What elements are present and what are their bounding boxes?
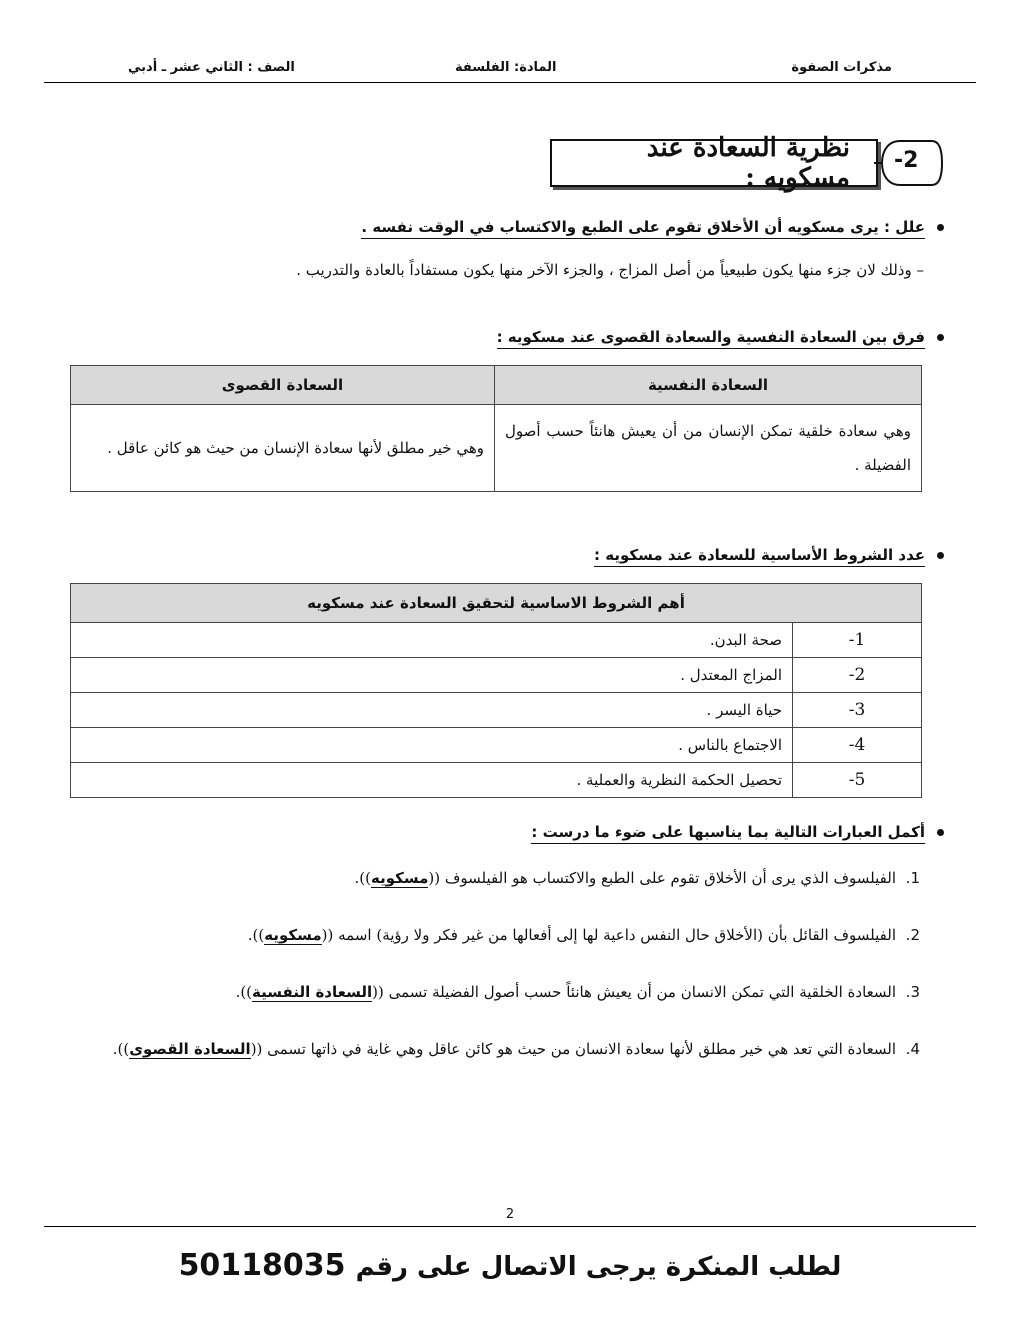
diff-heading [497, 328, 944, 346]
item-answer: السعادة القصوى [129, 1040, 251, 1058]
list-item [113, 1040, 920, 1058]
reason-answer: – وذلك لان جزء منها يكون طبيعياً من أصل المزاج ، والجزء الآخر منها يكون مستفاداً بالعادة والتدريب . [296, 261, 924, 279]
diff-cell-psych: وهي سعادة خلقية تمكن الإنسان من أن يعيش هانئاً حسب أصول الفضيلة . [495, 405, 922, 492]
diff-cell-ultimate: وهي خير مطلق لأنها سعادة الإنسان من حيث هو كائن عاقل . [71, 405, 495, 492]
row-text: تحصيل الحكمة النظرية والعملية . [71, 763, 793, 798]
reason-text: : يرى مسكويه أن الأخلاق تقوم على الطبع والاكتساب في الوقت نفسه . [361, 218, 890, 236]
item-number: 1. [905, 869, 920, 887]
section-title-text: نظرية السعادة عند مسكويه : [646, 133, 850, 193]
footer-contact [0, 1248, 1020, 1283]
list-item [236, 983, 920, 1001]
page-number: 2 [505, 1207, 515, 1222]
item-end: )). [112, 1040, 130, 1058]
bullet-icon [937, 552, 944, 559]
section-title [550, 133, 878, 193]
item-answer: مسكويه [370, 869, 429, 887]
table-row [71, 658, 922, 693]
item-number: 4. [905, 1040, 920, 1058]
row-number: 4- [793, 728, 922, 763]
row-text: المزاج المعتدل . [71, 658, 793, 693]
bullet-icon [937, 334, 944, 341]
reason-question [361, 218, 944, 236]
list-item [248, 926, 920, 944]
row-number: 1- [793, 623, 922, 658]
item-number: 3. [905, 983, 920, 1001]
conditions-table-header: أهم الشروط الاساسية لتحقيق السعادة عند مسكويه [71, 584, 922, 623]
header-subject: المادة: الفلسفة [455, 60, 557, 75]
bullet-icon [937, 829, 944, 836]
header-brand: مذكرات الصفوة [791, 60, 892, 75]
bullet-icon [937, 224, 944, 231]
conditions-table [70, 583, 922, 798]
item-text: السعادة الخلقية التي تمكن الانسان من أن يعيش هانئاً حسب أصول الفضيلة تسمى (( [372, 983, 896, 1001]
diff-table [70, 365, 922, 492]
item-end: )). [247, 926, 265, 944]
list-item [355, 869, 921, 887]
row-text: حياة اليسر . [71, 693, 793, 728]
section-number: -2 [894, 148, 919, 173]
complete-heading-text: أكمل العبارات التالية بما يناسبها على ضوء ما درست : [531, 823, 925, 844]
item-text: الفيلسوف الذي يرى أن الأخلاق تقوم على الطبع والاكتساب هو الفيلسوف (( [428, 869, 896, 887]
diff-heading-text: فرق بين السعادة النفسية والسعادة القصوى عند مسكويه : [497, 328, 925, 349]
item-text: الفيلسوف القائل بأن (الأخلاق حال النفس داعية لها إلى أفعالها من غير فكر ولا رؤية) اسمه (( [321, 926, 896, 944]
contact-text: لطلب المنكرة يرجى الاتصال على رقم [355, 1252, 842, 1282]
conditions-heading-text: عدد الشروط الأساسية للسعادة عند مسكويه : [594, 546, 925, 567]
header-divider [44, 82, 976, 83]
row-number: 2- [793, 658, 922, 693]
header-grade: الصف : الثاني عشر ـ أدبي [128, 60, 295, 75]
complete-heading [531, 823, 944, 841]
table-row [71, 763, 922, 798]
item-answer: السعادة النفسية [252, 983, 373, 1001]
contact-phone: 50118035 [178, 1248, 346, 1283]
row-number: 5- [793, 763, 922, 798]
item-end: )). [235, 983, 253, 1001]
row-text: صحة البدن. [71, 623, 793, 658]
table-row [71, 623, 922, 658]
reason-label: علل [895, 218, 925, 236]
item-text: السعادة التي تعد هي خير مطلق لأنها سعادة الانسان من حيث هو كائن عاقل وهي غاية في ذاتها تسمى (( [250, 1040, 896, 1058]
diff-header-ultimate: السعادة القصوى [71, 366, 495, 405]
footer-divider [44, 1226, 976, 1227]
row-number: 3- [793, 693, 922, 728]
diff-header-psych: السعادة النفسية [495, 366, 922, 405]
item-number: 2. [905, 926, 920, 944]
section-number-badge [872, 139, 944, 187]
item-answer: مسكويه [264, 926, 322, 944]
row-text: الاجتماع بالناس . [71, 728, 793, 763]
item-end: )). [354, 869, 371, 887]
conditions-heading [594, 546, 944, 564]
table-row [71, 693, 922, 728]
table-row [71, 728, 922, 763]
